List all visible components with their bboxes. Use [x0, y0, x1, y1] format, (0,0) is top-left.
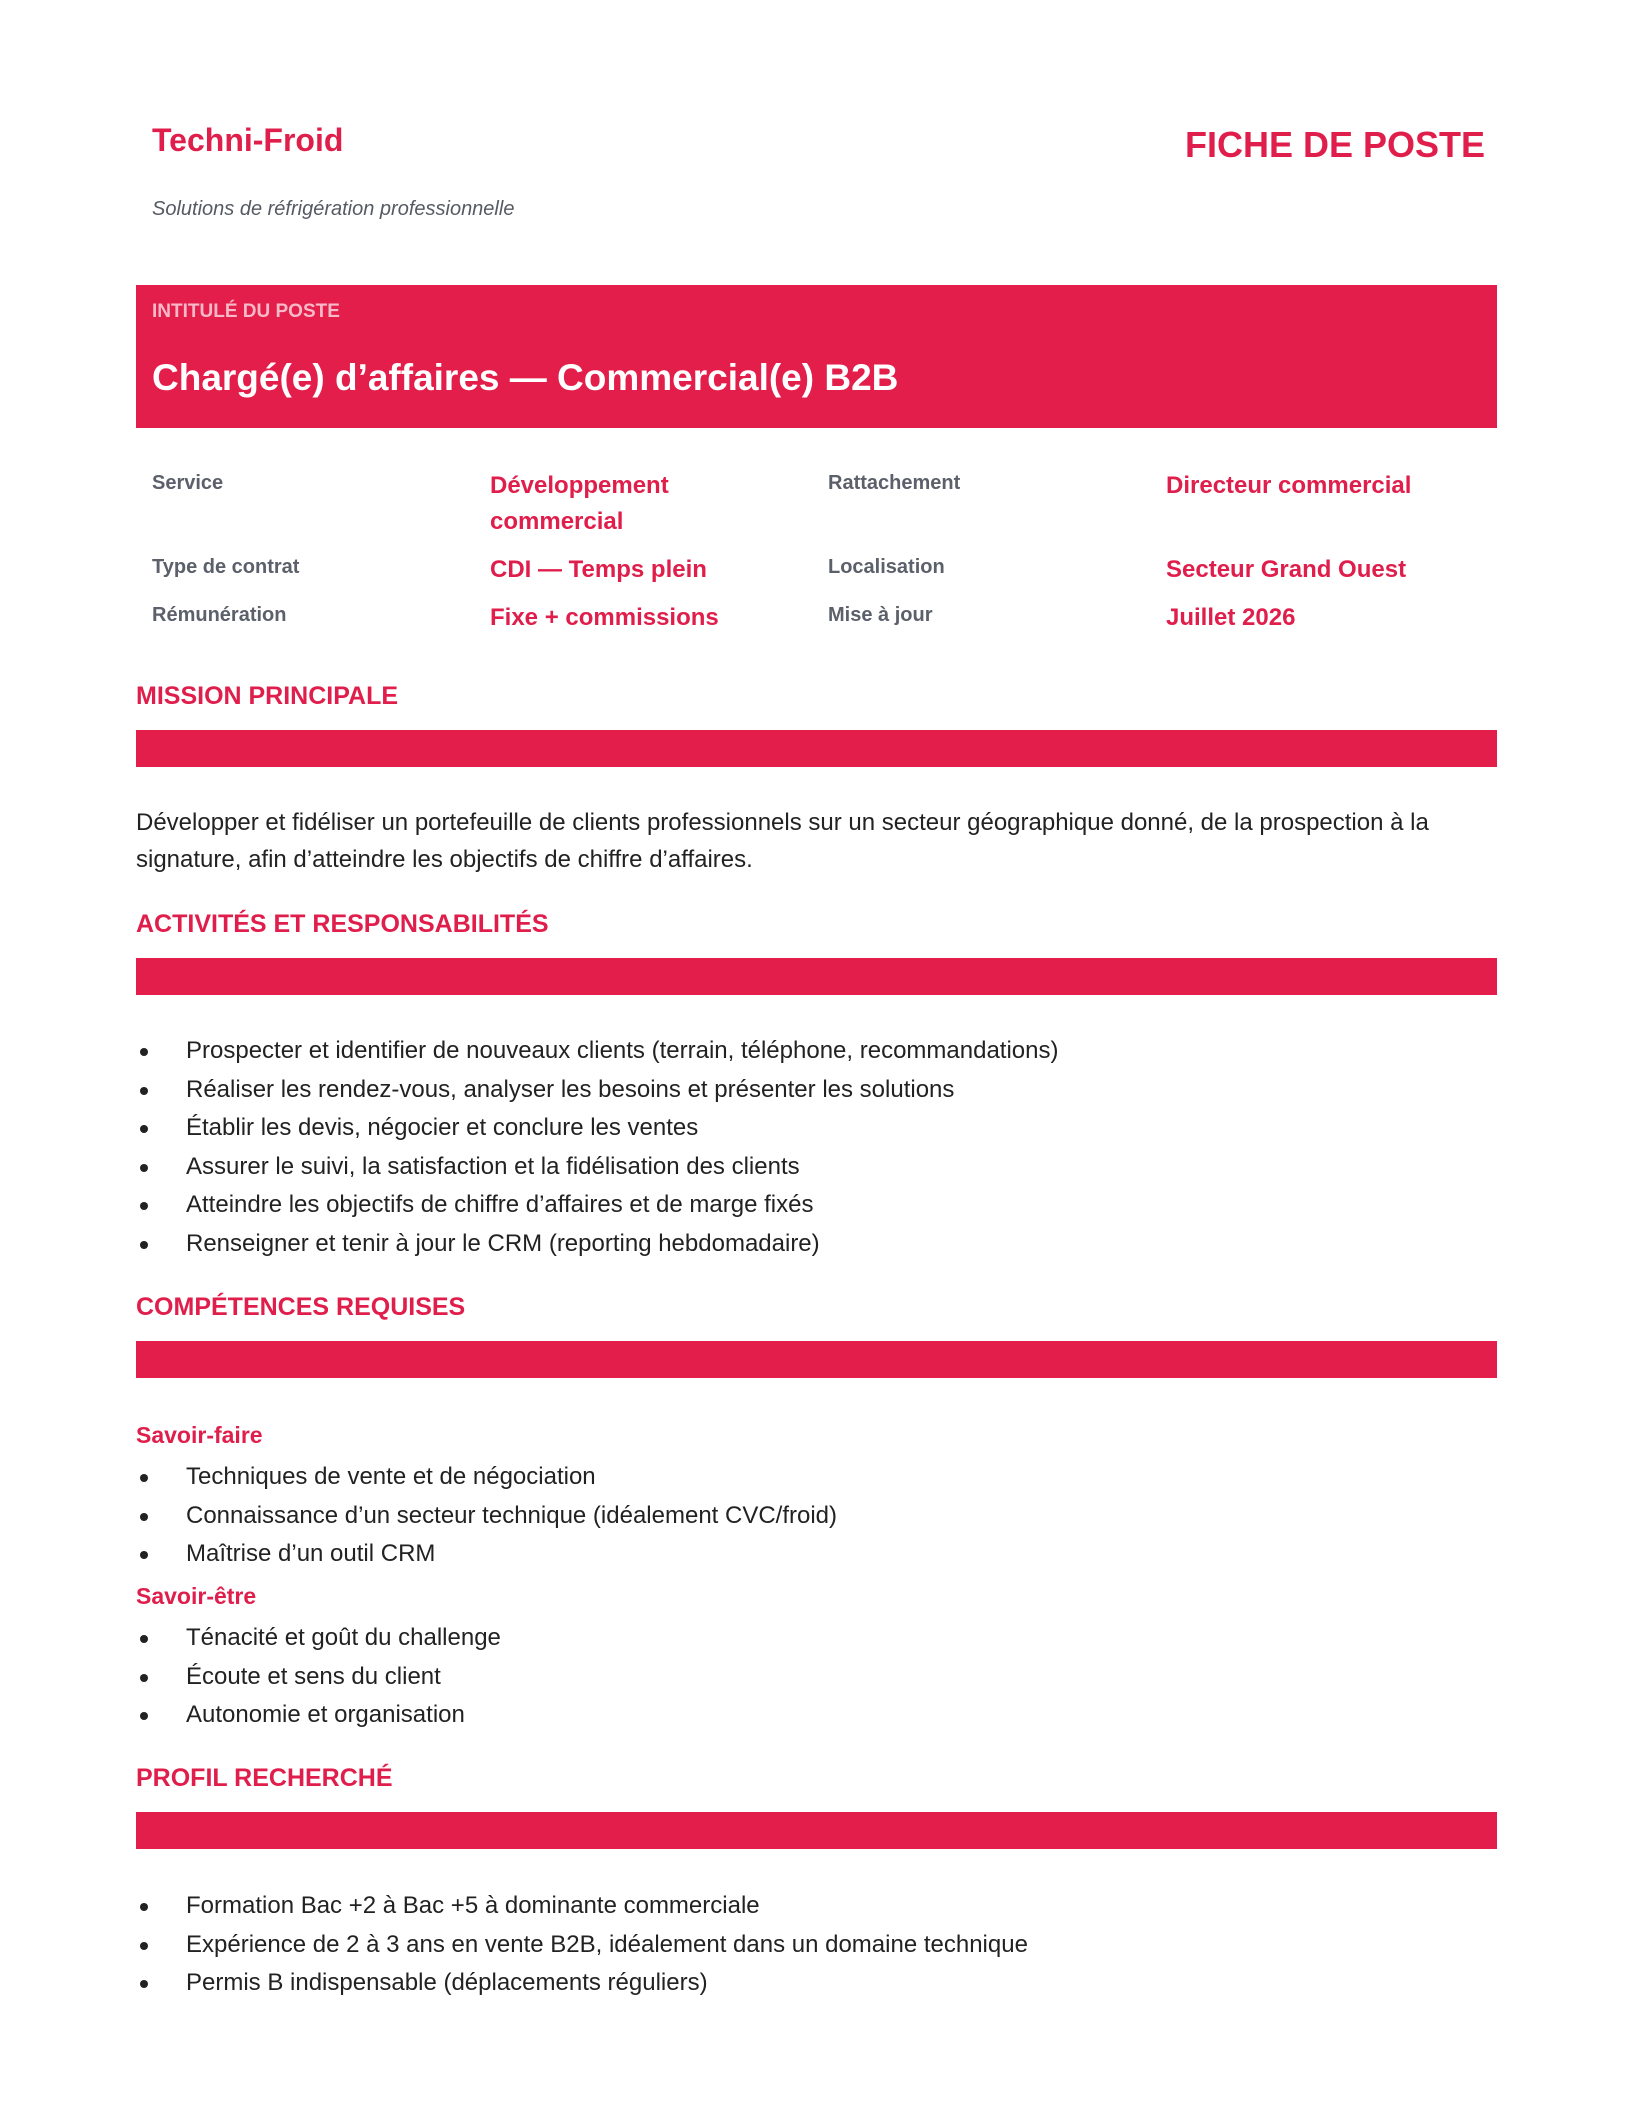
contrat-value: CDI — Temps plein [490, 556, 707, 583]
profile-list [136, 1887, 1028, 2003]
job-title-banner [136, 285, 1497, 428]
contrat-label: Type de contrat [152, 556, 300, 578]
list-item: Techniques de vente et de négociation [136, 1458, 837, 1497]
rattachement-label: Rattachement [828, 472, 961, 494]
savoir-faire-list [136, 1458, 837, 1574]
list-item: Établir les devis, négocier et conclure les ventes [136, 1109, 1058, 1148]
list-item: Écoute et sens du client [136, 1658, 501, 1697]
remuneration-label: Rémunération [152, 604, 287, 626]
skills-heading: COMPÉTENCES REQUISES [136, 1293, 466, 1321]
list-item: Maîtrise d’un outil CRM [136, 1535, 837, 1574]
document-title: FICHE DE POSTE [1184, 124, 1485, 165]
job-title: Chargé(e) d’affaires — Commercial(e) B2B [152, 357, 899, 398]
profile-bar [136, 1812, 1497, 1849]
localisation-label: Localisation [828, 556, 945, 578]
list-item: Permis B indispensable (déplacements réguliers) [136, 1964, 1028, 2003]
service-value: Développement commercial [490, 472, 669, 535]
list-item: Assurer le suivi, la satisfaction et la fidélisation des clients [136, 1148, 1058, 1187]
savoir-etre-list [136, 1619, 501, 1735]
list-item: Expérience de 2 à 3 ans en vente B2B, idéalement dans un domaine technique [136, 1926, 1028, 1965]
list-item: Renseigner et tenir à jour le CRM (reporting hebdomadaire) [136, 1225, 1058, 1264]
company-name: Techni-Froid [152, 122, 344, 158]
company-tagline: Solutions de réfrigération professionnelle [152, 198, 515, 220]
list-item: Prospecter et identifier de nouveaux clients (terrain, téléphone, recommandations) [136, 1032, 1058, 1071]
remuneration-value: Fixe + commissions [490, 604, 719, 631]
activities-list [136, 1032, 1058, 1263]
list-item: Formation Bac +2 à Bac +5 à dominante commerciale [136, 1887, 1028, 1926]
savoir-etre-heading: Savoir-être [136, 1583, 257, 1609]
skills-bar [136, 1341, 1497, 1378]
list-item: Autonomie et organisation [136, 1696, 501, 1735]
mission-text: Développer et fidéliser un portefeuille de clients professionnels sur un secteur géographique donné, de la prospection à la signature, afin d’atteindre les objectifs de chiffre d’affaires. [136, 809, 1429, 873]
maj-value: Juillet 2026 [1166, 604, 1296, 631]
list-item: Ténacité et goût du challenge [136, 1619, 501, 1658]
job-title-label: INTITULÉ DU POSTE [152, 301, 340, 322]
list-item: Connaissance d’un secteur technique (idéalement CVC/froid) [136, 1497, 837, 1536]
activities-heading: ACTIVITÉS ET RESPONSABILITÉS [136, 910, 549, 938]
mission-bar [136, 730, 1497, 767]
savoir-faire-heading: Savoir-faire [136, 1422, 263, 1448]
activities-bar [136, 958, 1497, 995]
list-item: Réaliser les rendez-vous, analyser les besoins et présenter les solutions [136, 1071, 1058, 1110]
rattachement-value: Directeur commercial [1166, 472, 1412, 499]
localisation-value: Secteur Grand Ouest [1166, 556, 1407, 583]
maj-label: Mise à jour [828, 604, 933, 626]
profile-heading: PROFIL RECHERCHÉ [136, 1764, 393, 1792]
list-item: Atteindre les objectifs de chiffre d’affaires et de marge fixés [136, 1186, 1058, 1225]
mission-heading: MISSION PRINCIPALE [136, 682, 399, 710]
service-label: Service [152, 472, 224, 494]
